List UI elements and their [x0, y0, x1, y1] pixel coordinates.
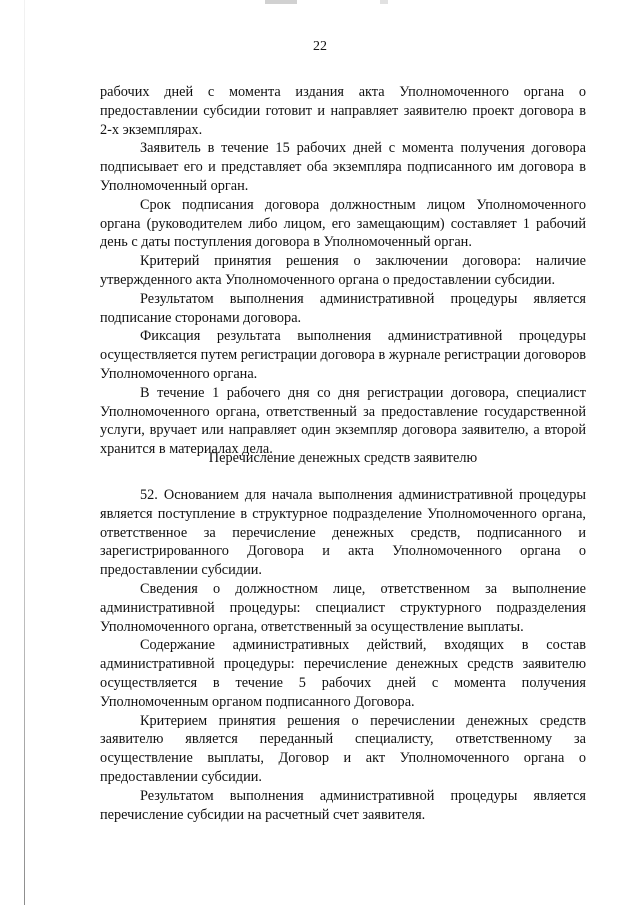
top-text-block	[100, 83, 586, 459]
page-left-edge	[24, 0, 25, 905]
paragraph: Результатом выполнения административной процедуры является подписание сторонами договора.	[100, 290, 586, 326]
paragraph: В течение 1 рабочего дня со дня регистрации договора, специалист Уполномоченного органа, ответственный за предоставление государственной услуги, вручает или направляет один экземпляр договора заявителю, а второй хранится в материалах дела.	[100, 384, 586, 458]
paragraph: Срок подписания договора должностным лицом Уполномоченного органа (руководителем либо лицом, его замещающим) составляет 1 рабочий день с даты поступления договора в Уполномоченный орган.	[100, 196, 586, 251]
scan-artifact	[380, 0, 388, 4]
paragraph: Критерий принятия решения о заключении договора: наличие утвержденного акта Уполномоченного органа о предоставлении субсидии.	[100, 253, 586, 288]
paragraph: Результатом выполнения административной процедуры является перечисление субсидии на расчетный счет заявителя.	[100, 787, 586, 823]
paragraph: Критерием принятия решения о перечислении денежных средств заявителю является переданный специалисту, ответственному за осуществление выплаты, Договор и акт Уполномоченного органа о предоставлении субсидии.	[100, 712, 586, 785]
paragraph: Содержание административных действий, входящих в состав административной процедуры: перечисление денежных средств заявителю осуществляется в течение 5 рабочих дней с момента получения Уполномоченным органом подписанного Договора.	[100, 637, 586, 710]
paragraph: 52. Основанием для начала выполнения административной процедуры является поступление в структурное подразделение Уполномоченного органа, ответственное за перечисление денежных средств, подписанного и зарегистрированного Договора и акта Уполномоченного органа о предоставлении субсидии.	[100, 487, 586, 579]
scan-artifact	[265, 0, 297, 4]
paragraph: рабочих дней с момента издания акта Уполномоченного органа о предоставлении субсидии готовит и направляет заявителю проект договора в 2-х экземплярах.	[100, 84, 586, 138]
paragraph: Сведения о должностном лице, ответственном за выполнение административной процедуры: специалист структурного подразделения Уполномоченного органа, ответственный за осуществление выплаты.	[100, 580, 586, 635]
bottom-text-block	[100, 486, 586, 824]
page-number: 22	[313, 39, 327, 54]
paragraph: Фиксация результата выполнения административной процедуры осуществляется путем регистрации договора в журнале регистрации договоров Уполномоченного органа.	[100, 328, 586, 382]
paragraph: Заявитель в течение 15 рабочих дней с момента получения договора подписывает его и представляет оба экземпляра подписанного им договора в Уполномоченный орган.	[100, 140, 586, 194]
section-heading: Перечисление денежных средств заявителю	[208, 450, 478, 466]
